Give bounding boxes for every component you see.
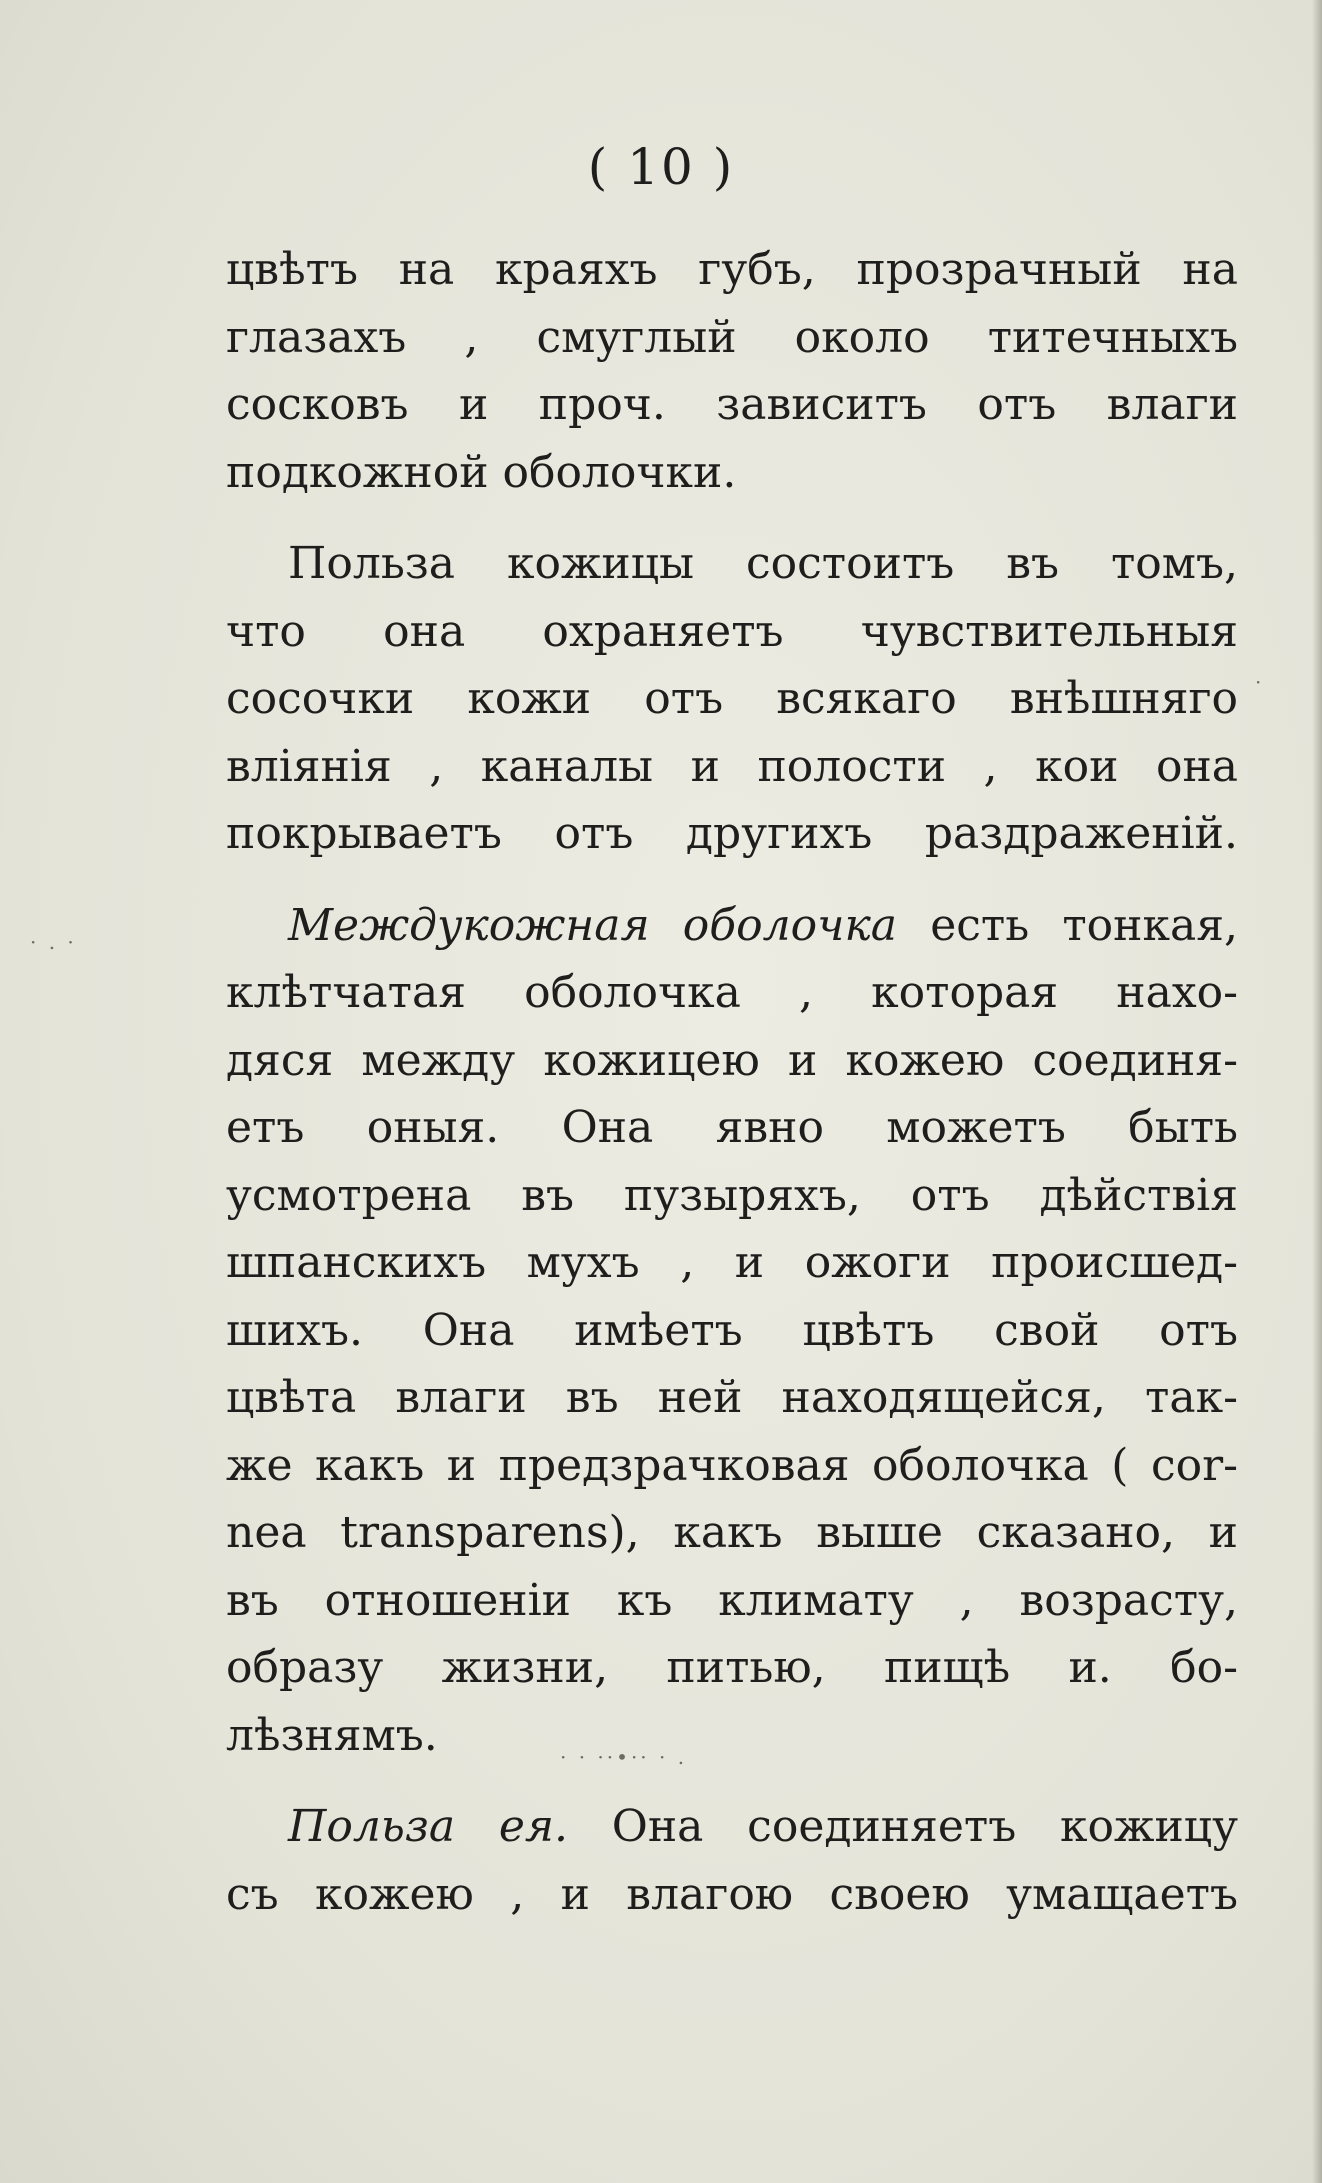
paragraph-2: [226, 530, 1238, 868]
text-line: [226, 1793, 1238, 1861]
text-line: съ кожею , и влагою своею умащаетъ: [226, 1868, 1238, 1920]
text-line: въ отношенiи къ климату , возрасту,: [226, 1574, 1238, 1626]
text-line: етъ оныя. Она явно можетъ быть: [226, 1102, 1238, 1153]
text-line: клѣтчатая оболочка , которая нахо-: [226, 967, 1238, 1018]
text-line: что она охраняетъ чувствительныя: [226, 605, 1238, 657]
text-line: усмотрена въ пузыряхъ, отъ дѣйствiя: [226, 1169, 1238, 1221]
text-line: образу жизни, питью, пищѣ и. бо-: [226, 1642, 1238, 1693]
text-line: глазахъ , смуглый около титечныхъ: [226, 311, 1238, 363]
italic-term: Польза ея.: [288, 1801, 568, 1852]
text-line: влiянiя , каналы и полости , кои она: [226, 740, 1238, 792]
text-line: шпанскихъ мухъ , и ожоги происшед-: [226, 1237, 1238, 1288]
italic-term: Междукожная оболочка: [288, 899, 898, 951]
text-line: шихъ. Она имѣетъ цвѣтъ свой отъ: [226, 1304, 1238, 1356]
paragraph-1: [226, 236, 1238, 506]
text-line: цвѣта влаги въ ней находящейся, так-: [226, 1372, 1238, 1423]
text-line: покрываетъ отъ другихъ раздраженiй.: [226, 808, 1238, 859]
paragraph-4: [226, 1793, 1238, 1928]
paragraph-3: [226, 892, 1238, 1770]
print-speck: · . ·: [30, 930, 77, 954]
page-number: ( 10 ): [587, 138, 735, 196]
text-line: дяся между кожицею и кожею соединя-: [226, 1034, 1238, 1086]
text-line: подкожной оболочки.: [226, 446, 737, 498]
body-text: [226, 236, 1238, 1928]
text-line: сосочки кожи отъ всякаго внѣшняго: [226, 673, 1238, 724]
text-line: цвѣтъ на краяхъ губъ, прозрачный на: [226, 244, 1238, 295]
text-line: же какъ и предзрачковая оболочка ( cor-: [226, 1439, 1238, 1491]
text-line: Польза кожицы состоитъ въ томъ,: [288, 538, 1238, 589]
text-line: nea transparens), какъ выше сказано, и: [226, 1507, 1238, 1558]
text-line: [226, 892, 1238, 960]
text-fragment: есть тонкая,: [930, 899, 1238, 951]
print-speck: · · ··•·· · .: [560, 1745, 688, 1769]
page-edge-shadow: [1312, 0, 1322, 2183]
print-speck: ·: [1255, 670, 1265, 694]
text-line: лѣзнямъ.: [226, 1709, 438, 1761]
text-fragment: Она соединяетъ кожицу: [611, 1801, 1238, 1852]
text-line: сосковъ и проч. зависитъ отъ влаги: [226, 379, 1238, 430]
